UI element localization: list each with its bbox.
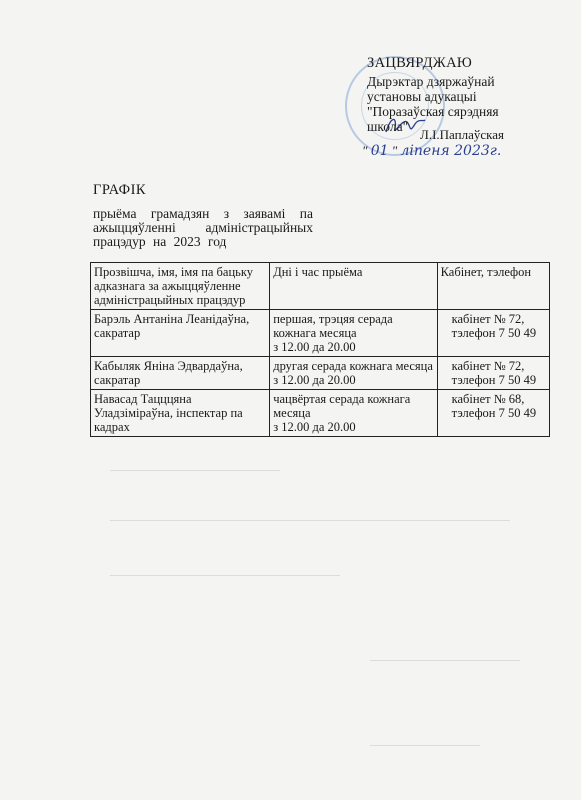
date-quote-open: " bbox=[362, 143, 368, 158]
header-room-phone: Кабінет, тэлефон bbox=[437, 263, 549, 310]
cell-days bbox=[270, 310, 437, 357]
date-quote-close: " bbox=[391, 143, 398, 158]
header-responsible: Прозвішча, імя, імя па бацьку адказнага за ажыццяўленне адміністрацыйных працэдур bbox=[91, 263, 270, 310]
cell-days bbox=[270, 390, 437, 437]
cell-room bbox=[437, 390, 549, 437]
date-month-year: ліпеня 2023г. bbox=[400, 143, 502, 159]
header-days-time: Дні і час прыёма bbox=[270, 263, 437, 310]
schedule-table bbox=[90, 262, 550, 437]
cell-time-text: з 12.00 да 20.00 bbox=[273, 373, 356, 387]
cell-room-number: кабінет № 68, bbox=[451, 392, 525, 406]
approval-position: Дырэктар дзяржаўнай bbox=[367, 74, 495, 89]
cell-time-text: з 12.00 да 20.00 bbox=[273, 340, 356, 354]
approval-signer: Л.І.Паплаўская bbox=[420, 127, 504, 142]
schedule-heading: ГРАФІК bbox=[93, 182, 147, 198]
bleed-through-mark bbox=[110, 520, 510, 521]
approval-school-name: "Поразаўская сярэдняя bbox=[367, 104, 499, 119]
cell-days-text: другая серада кожнага месяца bbox=[273, 359, 433, 373]
approval-school-suffix: школа" bbox=[367, 119, 409, 134]
cell-room-number: кабінет № 72, bbox=[451, 359, 525, 373]
date-day: 01 bbox=[370, 143, 389, 159]
approval-block bbox=[367, 56, 567, 134]
cell-room bbox=[437, 310, 549, 357]
cell-phone: тэлефон 7 50 49 bbox=[451, 326, 537, 340]
cell-days-text: першая, трэцяя серада кожнага месяца bbox=[273, 312, 393, 340]
cell-room-number: кабінет № 72, bbox=[451, 312, 525, 326]
approval-heading: ЗАЦВЯРДЖАЮ bbox=[367, 55, 473, 71]
cell-days bbox=[270, 357, 437, 390]
schedule-subtitle: прыёма грамадзян з заявамі па ажыццяўленні адміністрацыйных працэдур на 2023 год bbox=[93, 206, 313, 249]
bleed-through-mark bbox=[110, 470, 280, 471]
cell-room bbox=[437, 357, 549, 390]
table-row bbox=[91, 310, 550, 357]
table-header-row bbox=[91, 263, 550, 310]
schedule-title-block bbox=[93, 183, 313, 249]
approval-date bbox=[362, 143, 501, 159]
bleed-through-mark bbox=[110, 575, 340, 576]
approval-institution: установы адукацыі bbox=[367, 89, 477, 104]
table-row bbox=[91, 390, 550, 437]
cell-phone: тэлефон 7 50 49 bbox=[451, 373, 537, 387]
cell-days-text: чацвёртая серада кожнага месяца bbox=[273, 392, 411, 420]
bleed-through-mark bbox=[370, 745, 480, 746]
cell-name: Барэль Антаніна Леанідаўна, сакратар bbox=[91, 310, 270, 357]
cell-name: Навасад Тацццяна Уладзіміраўна, інспектар па кадрах bbox=[91, 390, 270, 437]
cell-time-text: з 12.00 да 20.00 bbox=[273, 420, 356, 434]
cell-name: Кабыляк Яніна Эдвардаўна, сакратар bbox=[91, 357, 270, 390]
cell-phone: тэлефон 7 50 49 bbox=[451, 406, 537, 420]
table-row bbox=[91, 357, 550, 390]
bleed-through-mark bbox=[370, 660, 520, 661]
